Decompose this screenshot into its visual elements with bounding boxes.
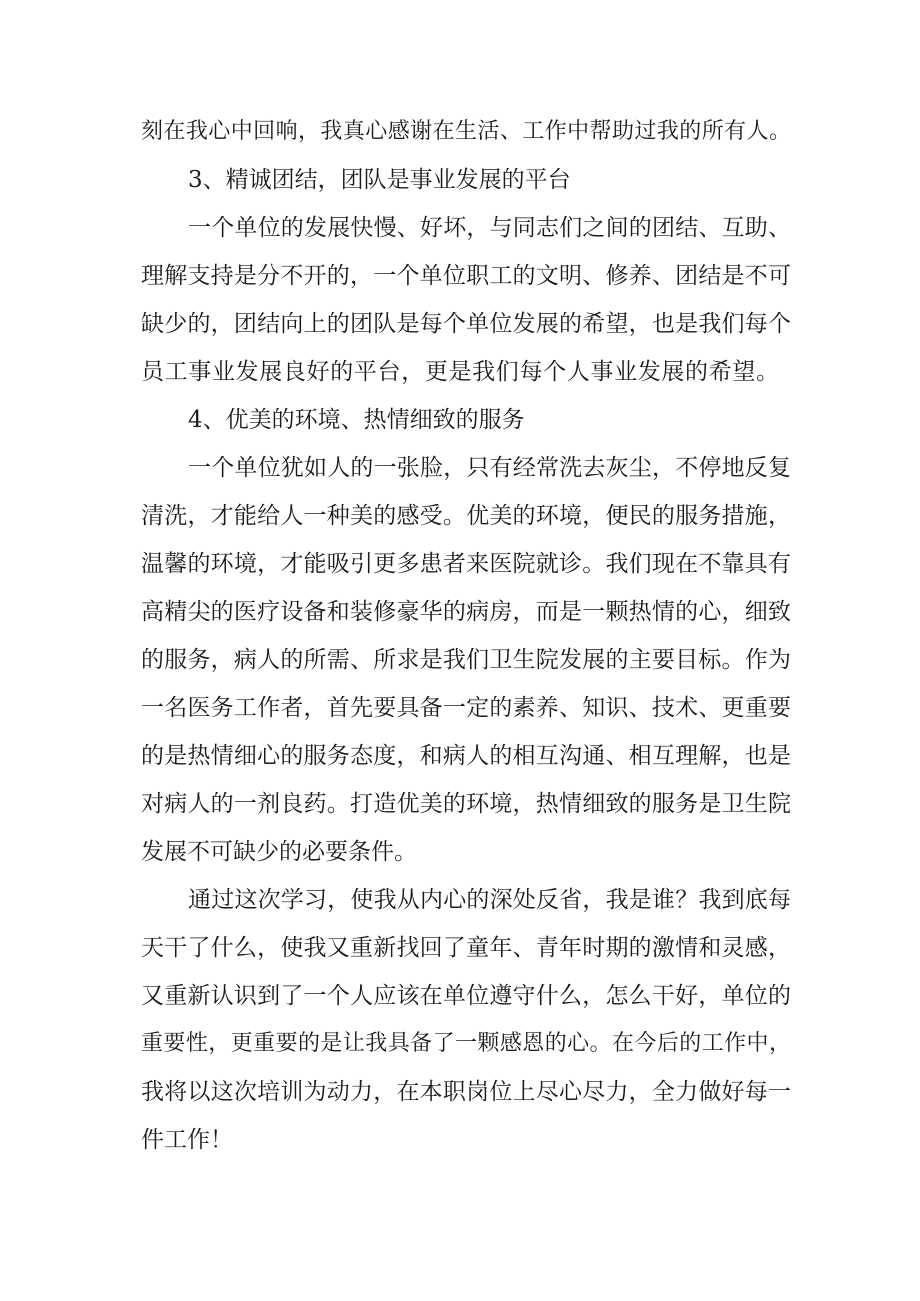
- paragraph-line: 理解支持是分不开的，一个单位职工的文明、修养、团结是不可: [141, 263, 791, 289]
- paragraph-line: 一个单位犹如人的一张脸，只有经常洗去灰尘，不停地反复: [188, 455, 791, 481]
- paragraph-line: 的是热情细心的服务态度，和病人的相互沟通、相互理解，也是: [141, 743, 791, 769]
- paragraph-line: 缺少的，团结向上的团队是每个单位发展的希望，也是我们每个: [141, 311, 791, 337]
- paragraph-line: 刻在我心中回响，我真心感谢在生活、工作中帮助过我的所有人。: [141, 119, 791, 144]
- paragraph-line: 重要性，更重要的是让我具备了一颗感恩的心。在今后的工作中，: [141, 1031, 791, 1056]
- paragraph-line: 通过这次学习，使我从内心的深处反省，我是谁？我到底每: [188, 887, 791, 913]
- paragraph-line: 的服务，病人的所需、所求是我们卫生院发展的主要目标。作为: [141, 647, 791, 673]
- paragraph-line: 件工作！: [141, 1127, 233, 1153]
- paragraph-line: 发展不可缺少的必要条件。: [141, 839, 417, 865]
- section-heading-4: 4、优美的环境、热情细致的服务: [188, 407, 525, 433]
- paragraph-line: 高精尖的医疗设备和装修豪华的病房，而是一颗热情的心，细致: [141, 599, 791, 625]
- paragraph-line: 一个单位的发展快慢、好坏，与同志们之间的团结、互助、: [188, 215, 791, 241]
- paragraph-line: 一名医务工作者，首先要具备一定的素养、知识、技术、更重要: [141, 695, 791, 721]
- paragraph-line: 我将以这次培训为动力，在本职岗位上尽心尽力，全力做好每一: [141, 1079, 791, 1105]
- paragraph-line: 员工事业发展良好的平台，更是我们每个人事业发展的希望。: [141, 359, 779, 385]
- paragraph-line: 对病人的一剂良药。打造优美的环境，热情细致的服务是卫生院: [141, 791, 791, 817]
- paragraph-line: 温馨的环境，才能吸引更多患者来医院就诊。我们现在不靠具有: [141, 551, 791, 577]
- paragraph-line: 天干了什么，使我又重新找回了童年、青年时期的激情和灵感，: [141, 935, 791, 961]
- section-heading-3: 3、精诚团结，团队是事业发展的平台: [188, 167, 571, 193]
- paragraph-line: 清洗，才能给人一种美的感受。优美的环境，便民的服务措施，: [141, 503, 791, 529]
- paragraph-line: 又重新认识到了一个人应该在单位遵守什么，怎么干好，单位的: [141, 983, 791, 1009]
